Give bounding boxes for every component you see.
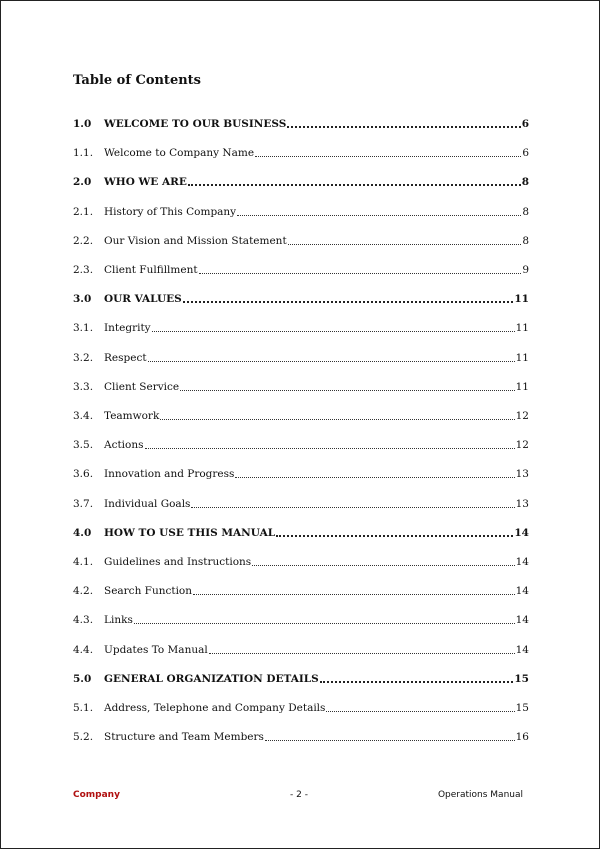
toc-subsection-entry[interactable] [73,611,529,627]
toc-entry-number: 2.2. [73,234,94,247]
toc-entry-title: History of This Company [104,205,237,218]
toc-entry-page: 14 [515,643,529,656]
footer-company: Company [73,790,120,800]
footer-page-number: - 2 - [290,790,308,800]
toc-entry-number: 3.6. [73,468,94,481]
toc-entry-page: 13 [515,497,529,510]
toc-subsection-entry[interactable] [73,699,529,715]
toc-entry-title: Structure and Team Members [104,731,264,744]
toc-heading: Table of Contents [73,73,201,88]
toc-entry-number: 3.4. [73,410,94,422]
toc-entry-number: 1.1. [73,147,94,160]
toc-dot-leader [288,243,522,245]
toc-entry-title: Welcome to Company Name [104,147,255,160]
toc-section-entry[interactable] [73,290,529,306]
toc-dot-leader [209,652,515,654]
toc-entry-title: Search Function [104,585,193,598]
toc-entry-number: 5.0 [73,672,92,685]
toc-subsection-entry[interactable] [73,495,529,511]
toc-entry-page: 8 [521,176,529,189]
toc-dot-leader [160,418,514,420]
toc-entry-number: 3.0 [73,293,92,306]
toc-entry-number: 3.3. [73,380,94,393]
toc-entry-number: 1.0 [73,118,92,130]
toc-subsection-entry[interactable] [73,232,529,248]
toc-entry-title: Our Vision and Mission Statement [104,234,287,247]
toc-entry-number: 4.1. [73,556,94,568]
toc-entry-number: 3.2. [73,351,94,364]
toc-dot-leader [237,214,521,216]
toc-entry-title: Individual Goals [104,497,191,510]
toc-entry-number: 3.7. [73,497,94,510]
toc-entry-page: 16 [515,731,529,744]
toc-entry-number: 4.3. [73,614,94,627]
toc-section-entry[interactable] [73,115,529,131]
toc-entry-title: WELCOME TO OUR BUSINESS [104,118,287,130]
toc-entry-page: 8 [522,234,529,247]
toc-entry-page: 12 [515,439,529,452]
toc-dot-leader [152,330,515,332]
toc-subsection-entry[interactable] [73,641,529,657]
toc-dot-leader [320,680,514,683]
toc-dot-leader [145,447,515,449]
toc-subsection-entry[interactable] [73,261,529,277]
toc-subsection-entry[interactable] [73,144,529,160]
toc-entry-number: 2.1. [73,205,94,218]
toc-entry-title: Guidelines and Instructions [104,556,252,568]
toc-entry-page: 8 [522,205,529,218]
toc-entry-number: 5.2. [73,731,94,744]
toc-entry-page: 14 [515,556,529,568]
toc-entry-title: Teamwork [104,410,160,422]
toc-entry-page: 14 [514,526,529,539]
toc-subsection-entry[interactable] [73,407,529,423]
toc-entry-title: Links [104,614,133,627]
toc-entry-number: 5.1. [73,702,94,714]
toc-subsection-entry[interactable] [73,349,529,365]
toc-section-entry[interactable] [73,670,529,686]
toc-dot-leader [188,183,521,186]
toc-entry-page: 6 [522,147,529,160]
toc-subsection-entry[interactable] [73,465,529,481]
toc-dot-leader [326,710,514,712]
toc-dot-leader [183,300,514,303]
toc-section-entry[interactable] [73,524,529,540]
page-footer [73,790,525,804]
toc-dot-leader [287,125,520,128]
toc-entry-title: Address, Telephone and Company Details [104,702,326,714]
toc-entry-page: 11 [515,351,529,364]
toc-entry-page: 13 [515,468,529,481]
toc-dot-leader [252,564,514,566]
toc-entry-title: Innovation and Progress [104,468,235,481]
toc-entry-number: 4.4. [73,643,94,656]
toc-entry-title: Updates To Manual [104,643,208,656]
toc-entry-number: 2.3. [73,264,94,276]
footer-document-title: Operations Manual [437,790,523,800]
toc-entry-title: Integrity [104,322,151,335]
toc-entry-number: 3.1. [73,322,94,335]
toc-entry-page: 14 [515,614,529,627]
toc-dot-leader [134,622,515,624]
toc-dot-leader [193,593,515,595]
toc-dot-leader [255,155,521,157]
toc-section-entry[interactable] [73,173,529,189]
toc-entry-title: HOW TO USE THIS MANUAL [104,526,276,539]
toc-entry-page: 6 [521,118,529,130]
toc-dot-leader [265,739,515,741]
toc-entry-number: 2.0 [73,176,92,189]
toc-entry-page: 12 [515,410,529,422]
toc-entry-page: 11 [515,380,529,393]
toc-entry-title: GENERAL ORGANIZATION DETAILS [104,672,319,685]
toc-entry-title: Client Service [104,380,180,393]
toc-dot-leader [276,534,513,537]
toc-entry-title: Client Fulfillment [104,264,198,276]
toc-entry-page: 15 [514,672,529,685]
toc-dot-leader [180,389,515,391]
toc-subsection-entry[interactable] [73,728,529,744]
toc-entry-page: 14 [515,585,529,598]
toc-dot-leader [235,476,514,478]
toc-subsection-entry[interactable] [73,378,529,394]
toc-entry-title: WHO WE ARE [104,176,187,189]
toc-entry-page: 9 [522,264,529,276]
toc-subsection-entry[interactable] [73,203,529,219]
toc-entry-title: OUR VALUES [104,293,182,306]
toc-entry-number: 3.5. [73,439,94,452]
toc-subsection-entry[interactable] [73,582,529,598]
toc-subsection-entry[interactable] [73,319,529,335]
toc-entry-page: 15 [515,702,529,714]
toc-subsection-entry[interactable] [73,553,529,569]
toc-entry-page: 11 [515,322,529,335]
toc-dot-leader [148,360,515,362]
toc-dot-leader [199,272,522,274]
toc-entry-title: Actions [104,439,144,452]
toc-dot-leader [191,506,514,508]
toc-subsection-entry[interactable] [73,436,529,452]
toc-entry-title: Respect [104,351,147,364]
toc-entry-number: 4.0 [73,526,92,539]
toc-entry-number: 4.2. [73,585,94,598]
toc-entry-page: 11 [514,293,529,306]
